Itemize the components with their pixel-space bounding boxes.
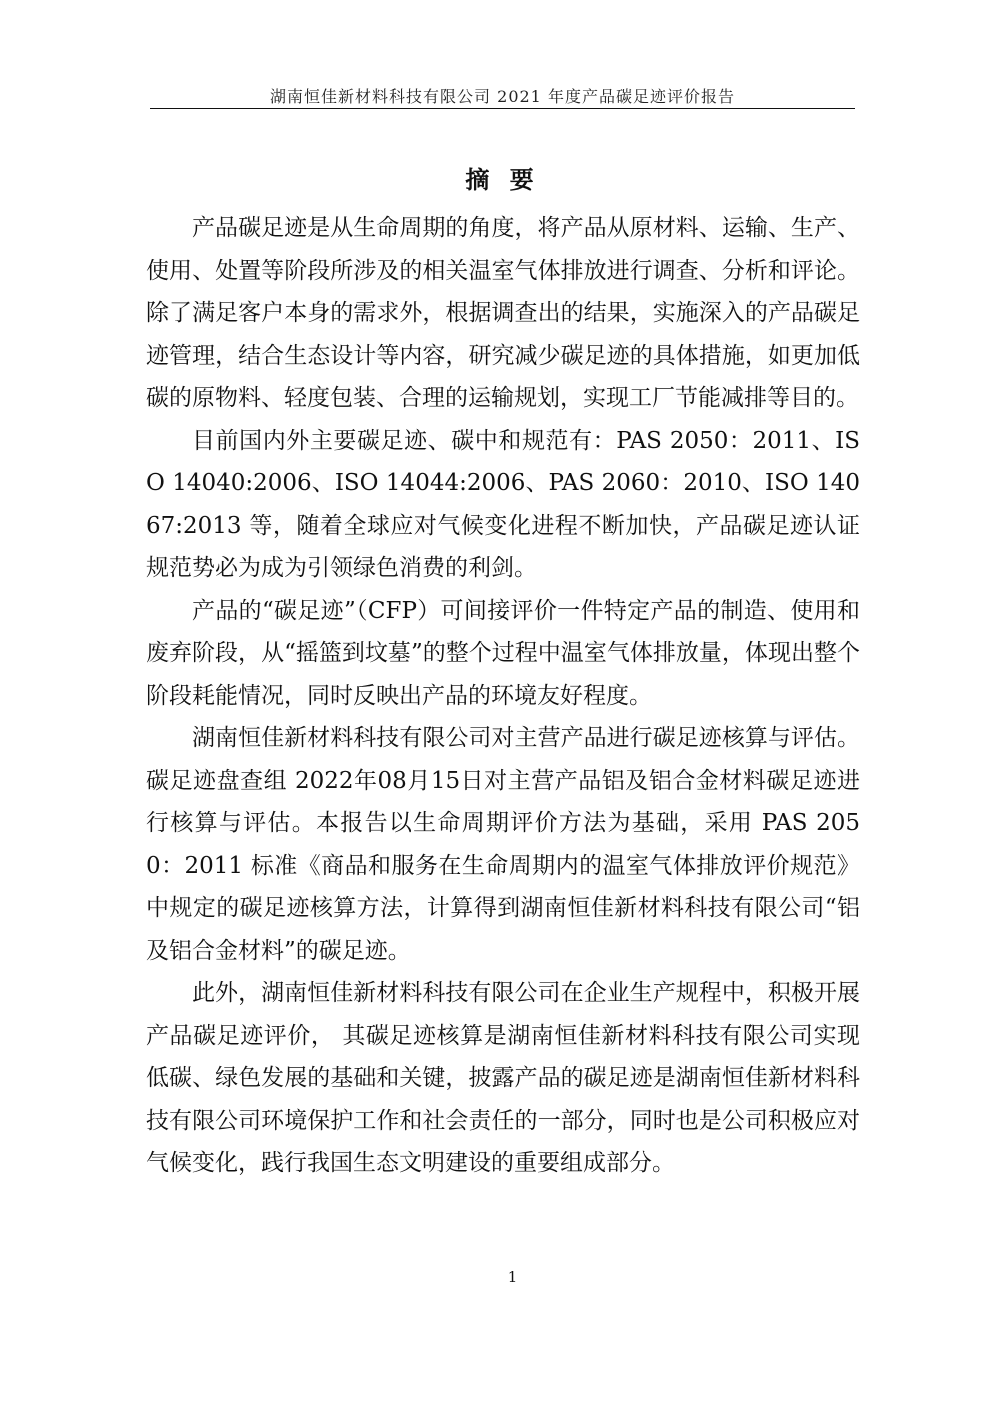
page-number: 1: [507, 1268, 518, 1286]
abstract-body: [146, 207, 860, 1185]
paragraph-company-commitment: 此外，湖南恒佳新材料科技有限公司在企业生产规程中，积极开展产品碳足迹评价， 其碳足迹核算是湖南恒佳新材料科技有限公司实现低碳、绿色发展的基础和关键，披露产品的碳足迹是湖南恒佳新材料科技有限公司环境保护工作和社会责任的一部分，同时也是公司积极应对气候变化，践行我国生态文明建设的重要组成部分。: [146, 980, 860, 1176]
page-title: 摘 要: [465, 165, 540, 194]
header-divider: [150, 108, 855, 109]
paragraph-assessment: 湖南恒佳新材料科技有限公司对主营产品进行碳足迹核算与评估。碳足迹盘查组 2022年08月15日对主营产品铝及铝合金材料碳足迹进行核算与评估。本报告以生命周期评价方法为基础，采用 PAS 2050：2011 标准《商品和服务在生命周期内的温室气体排放评价规范》中规定的碳足迹核算方法，计算得到湖南恒佳新材料科技有限公司“铝及铝合金材料”的碳足迹。: [146, 725, 860, 964]
paragraph-carbon-footprint-definition: 产品碳足迹是从生命周期的角度，将产品从原材料、运输、生产、使用、处置等阶段所涉及的相关温室气体排放进行调查、分析和评论。除了满足客户本身的需求外，根据调查出的结果，实施深入的产品碳足迹管理，结合生态设计等内容，研究减少碳足迹的具体措施，如更加低碳的原物料、轻度包装、合理的运输规划，实现工厂节能减排等目的。: [146, 215, 860, 411]
paragraph-cfp: 产品的“碳足迹”（CFP）可间接评价一件特定产品的制造、使用和废弃阶段，从“摇篮到坟墓”的整个过程中温室气体排放量，体现出整个阶段耗能情况，同时反映出产品的环境友好程度。: [146, 597, 860, 709]
running-header: 湖南恒佳新材料科技有限公司 2021 年度产品碳足迹评价报告: [270, 87, 735, 106]
paragraph-standards: 目前国内外主要碳足迹、碳中和规范有：PAS 2050：2011、ISO 14040:2006、ISO 14044:2006、PAS 2060：2010、ISO 14067:2013 等，随着全球应对气候变化进程不断加快，产品碳足迹认证规范势必为成为引领绿色消费的利剑。: [146, 427, 860, 581]
